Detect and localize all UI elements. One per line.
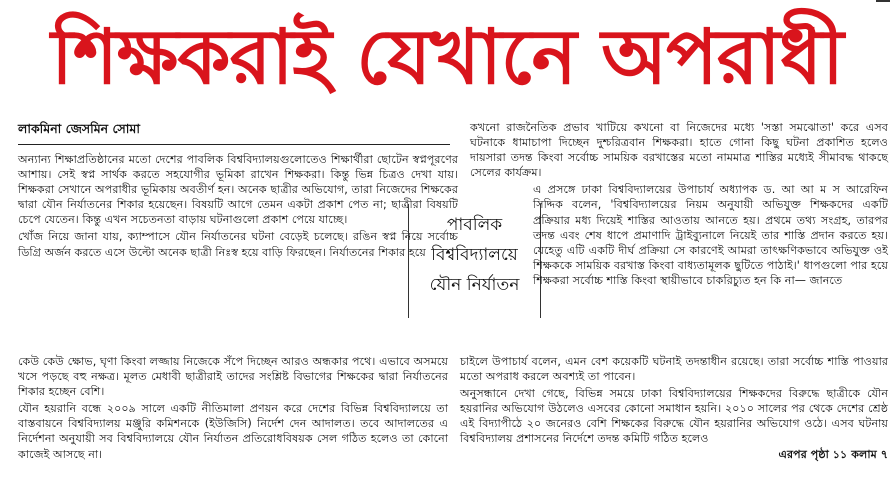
paragraph: কেউ কেউ ক্ষোভ, ঘৃণা কিংবা লজ্জায় নিজেকে সঁপে দিচ্ছেন আরও অন্ধকার পথে। এভাবে অসময়ে খসে পড়ছে বহু নক্ষত্র। মূলত মেধাবী ছাত্রীরাই তাদের সংশ্লিষ্ট বিভাগের শিক্ষকের দ্বারা নির্যাতনের শিকার হচ্ছেন বেশি।	[18, 355, 448, 399]
right-column	[470, 120, 888, 288]
paragraph: অনুসন্ধানে দেখা গেছে, বিভিন্ন সময়ে ঢাকা বিশ্ববিদ্যালয়ের শিক্ষকদের বিরুদ্ধে ছাত্রীকে যৌন হয়রানির অভিযোগ উঠলেও এসবের কোনো সমাধান হয়নি। ২০১০ সালের পর থেকে দেশের শ্রেষ্ঠ এই বিদ্যাপীঠে ২০ জনেরও বেশি শিক্ষকের বিরুদ্ধে যৌন হয়রানির অভিযোগ ওঠে। এসব ঘটনায় বিশ্ববিদ্যালয় প্রশাসনের নির্দেশে তদন্ত কমিটি গঠিত হলেও	[460, 387, 888, 446]
paragraph: অন্যান্য শিক্ষাপ্রতিষ্ঠানের মতো দেশের পাবলিক বিশ্ববিদ্যালয়গুলোতেও শিক্ষার্থীরা ছোটেন স্বপ্নপূরণের আশায়। সেই স্বপ্ন সার্থক করতে সহযোগীর ভূমিকা রাখেন শিক্ষকরা। কিন্তু ভিন্ন চিত্রও দেখা যায়। শিক্ষকরা সেখানে অপরাধীর ভূমিকায় অবতীর্ণ হন। অনেক ছাত্রীর অভিযোগ, তারা নিজেদের শিক্ষকের দ্বারা যৌন নির্যাতনের শিকার হয়েছেন। বিষয়টি আগে তেমন একটা প্রকাশ পেত না; ছাত্রীরা বিষয়টি চেপে যেতেন। কিন্তু এখন সচেতনতা বাড়ায় ঘটনাগুলো প্রকাশ পেয়ে যাচ্ছে।	[18, 153, 458, 227]
paragraph: এ প্রসঙ্গে ঢাকা বিশ্ববিদ্যালয়ের উপাচার্য অধ্যাপক ড. আ আ ম স আরেফিন সিদ্দিক বলেন, 'বিশ্ববিদ্যালয়ের নিয়ম অনুযায়ী অভিযুক্ত শিক্ষকদের একটি প্রক্রিয়ার মধ্য দিয়েই শাস্তির আওতায় আনতে হয়। প্রথমে তথ্য সংগ্রহ, তারপর তদন্ত এবং শেষ ধাপে প্রমাণাদি ট্রাইব্যুনালে নিয়েই তার শাস্তি প্রদান করতে হয়। যেহেতু এটি একটি দীর্ঘ প্রক্রিয়া সে কারণেই আমরা তাৎক্ষণিকভাবে অভিযুক্ত ওই শিক্ষককে সাময়িক বরখাস্ত কিংবা বাধ্যতামূলক ছুটিতে পাঠাই।' ধাপগুলো পার হয়ে শিক্ষকরা সর্বোচ্চ শাস্তি কিংবা স্থায়ীভাবে চাকরিচ্যুত হন কি না— জানতে	[533, 183, 888, 287]
headline: শিক্ষকরাই যেখানে অপরাধী	[51, 12, 843, 101]
left-column	[18, 152, 458, 260]
paragraph: চাইলে উপাচার্য বলেন, এমন বেশ কয়েকটি ঘটনাই তদন্তাধীন রয়েছে। তারা সর্বোচ্চ শাস্তি পাওয়ার মতো অপরাধ করলে অবশ্যই তা পাবেন।	[460, 355, 888, 384]
paragraph: কখনো রাজনৈতিক প্রভাব খাটিয়ে কখনো বা নিজেদের মধ্যে 'সস্তা সমঝোতা' করে এসব ঘটনাকে ধামাচাপা দিচ্ছেন দুশ্চরিত্রবান শিক্ষকরা। হাতে গোনা কিছু ঘটনা প্রকাশিত হলেও দায়সারা তদন্ত কিংবা সর্বোচ্চ সাময়িক বরখাস্তের মতো নামমাত্র শাস্তির মধ্যেই সীমাবদ্ধ থাকছে সেলের কার্যক্রম।	[470, 121, 888, 180]
byline: লাকমিনা জেসমিন সোমা	[18, 121, 450, 145]
pull-quote-line: পাবলিক	[446, 215, 503, 235]
pull-quote-line: বিশ্ববিদ্যালয়ে	[431, 245, 518, 265]
paragraph: যৌন হয়রানি বন্ধে ২০০৯ সালে একটি নীতিমালা প্রণয়ন করে দেশের বিভিন্ন বিশ্ববিদ্যালয়ে তা বাস্তবায়নে বিশ্ববিদ্যালয় মঞ্জুরি কমিশনকে (ইউজিসি) নির্দেশ দেন আদালত। তবে আদালতের এ নির্দেশনা অনুযায়ী সব বিশ্ববিদ্যালয়ে যৌন নির্যাতন প্রতিরোধবিষয়ক সেল গঠিত হলেও তা কোনো কাজেই আসছে না।	[18, 402, 448, 461]
paragraph: খোঁজ নিয়ে জানা যায়, ক্যাম্পাসে যৌন নির্যাতনের ঘটনা বেড়েই চলেছে। রঙিন স্বপ্ন নিয়ে সর্বোচ্চ ডিগ্রি অর্জন করতে এসে উল্টো অনেক ছাত্রী নিঃস্ব হয়ে বাড়ি ফিরছেন। নির্যাতনের শিকার হয়ে	[18, 230, 458, 259]
lower-columns	[18, 354, 888, 462]
continuation-note: এরপর পৃষ্ঠা ১১ কলাম ৭	[778, 447, 888, 461]
pull-quote-line: যৌন নির্যাতন	[429, 275, 520, 295]
